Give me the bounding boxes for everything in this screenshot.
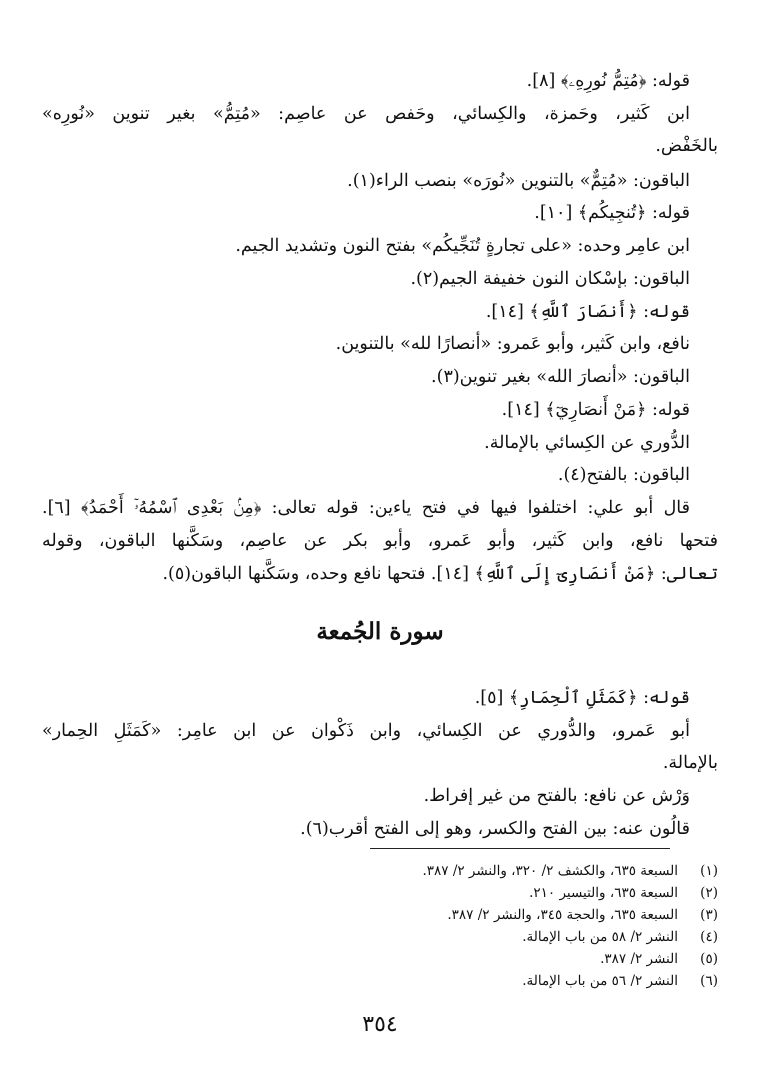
text-line: الباقون: بالفتح(٤).	[557, 465, 690, 485]
footnote-number: (٤)	[700, 929, 718, 945]
text-line: قوله: ﴿تُنجِيكُم﴾ [١٠].	[534, 203, 690, 223]
text-line: بالإمالة.	[662, 753, 718, 773]
text-line: قوله: ﴿أَنصَارَ ٱللَّهِ﴾ [١٤].	[485, 302, 690, 322]
text-line: ابن عامِر وحده: «على تجارةٍ تُنَجِّيكُم» بفتح النون وتشديد الجيم.	[235, 236, 690, 256]
footnote-text: السبعة ٦٣٥، والتيسير ٢١٠.	[529, 885, 678, 901]
text-line: قال أبو علي: اختلفوا فيها في فتح ياءين: قوله تعالى: ﴿مِنۢ بَعْدِى ٱسْمُهُۥٓ أَحْمَدُ﴾ [٦].	[42, 498, 690, 518]
text-line: قوله: ﴿مُتِمُّ نُورِهِۦ﴾ [٨].	[526, 71, 690, 91]
text-line: الباقون: «مُتِمٌّ» بالتنوين «نُورَه» بنصب الراء(١).	[347, 171, 690, 191]
footnote-number: (٣)	[700, 907, 718, 923]
footnote	[600, 948, 718, 970]
footnote-number: (٦)	[700, 973, 718, 989]
footnote-number: (٥)	[700, 951, 718, 967]
footnote-text: السبعة ٦٣٥، والكشف ٢/ ٣٢٠، والنشر ٢/ ٣٨٧.	[422, 863, 678, 879]
footnote	[529, 882, 718, 904]
footnote-number: (١)	[700, 863, 718, 879]
footnote	[422, 860, 718, 882]
text-line: فتحها نافع، وابن كَثير، وأبو عَمرو، وأبو بكر عن عاصِم، وسَكَّنها الباقون، وقوله	[42, 531, 718, 551]
text-line: نافع، وابن كَثير، وأبو عَمرو: «أنصارًا لله» بالتنوين.	[335, 334, 690, 354]
text-line: ابن كَثير، وحَمزة، والكِسائي، وحَفص عن عاصِم: «مُتِمُّ» بغير تنوين «نُورِه»	[42, 104, 690, 124]
text-line: أبو عَمرو، والدُّوري عن الكِسائي، وابن ذَكْوان عن ابن عامِر: «كَمَثَلِ الحِمار»	[42, 721, 690, 741]
text-line: قالُون عنه: بين الفتح والكسر، وهو إلى الفتح أقرب(٦).	[300, 819, 690, 839]
page-number: ٣٥٤	[362, 1012, 398, 1037]
footnote	[447, 904, 718, 926]
text-line: الباقون: بإسْكان النون خفيفة الجيم(٢).	[410, 269, 690, 289]
footnote-number: (٢)	[700, 885, 718, 901]
text-line: تعالى: ﴿مَنْ أَنصَارِىٓ إِلَى ٱللَّهِ﴾ [١٤]. فتحها نافع وحده، وسَكَّنها الباقون(٥).	[162, 564, 718, 584]
footnote	[522, 970, 718, 992]
text-line: الدُّوري عن الكِسائي بالإمالة.	[484, 433, 690, 453]
text-line: وَرْش عن نافع: بالفتح من غير إفراط.	[423, 786, 690, 806]
footnote	[522, 926, 718, 948]
text-line: قوله: ﴿مَنْ أَنصَارِيٓ﴾ [١٤].	[501, 400, 690, 420]
footnote-divider	[370, 848, 670, 849]
text-line: بالخَفْض.	[655, 136, 718, 156]
surah-title: سورة الجُمعة	[316, 618, 444, 645]
footnote-text: النشر ٢/ ٥٦ من باب الإمالة.	[522, 973, 678, 989]
footnote-text: النشر ٢/ ٥٨ من باب الإمالة.	[522, 929, 678, 945]
text-line: الباقون: «أنصارَ الله» بغير تنوين(٣).	[431, 367, 690, 387]
footnote-text: النشر ٢/ ٣٨٧.	[600, 951, 678, 967]
text-line: قوله: ﴿كَمَثَلِ ٱلْحِمَارِ﴾ [٥].	[474, 688, 690, 708]
footnote-text: السبعة ٦٣٥، والحجة ٣٤٥، والنشر ٢/ ٣٨٧.	[447, 907, 678, 923]
